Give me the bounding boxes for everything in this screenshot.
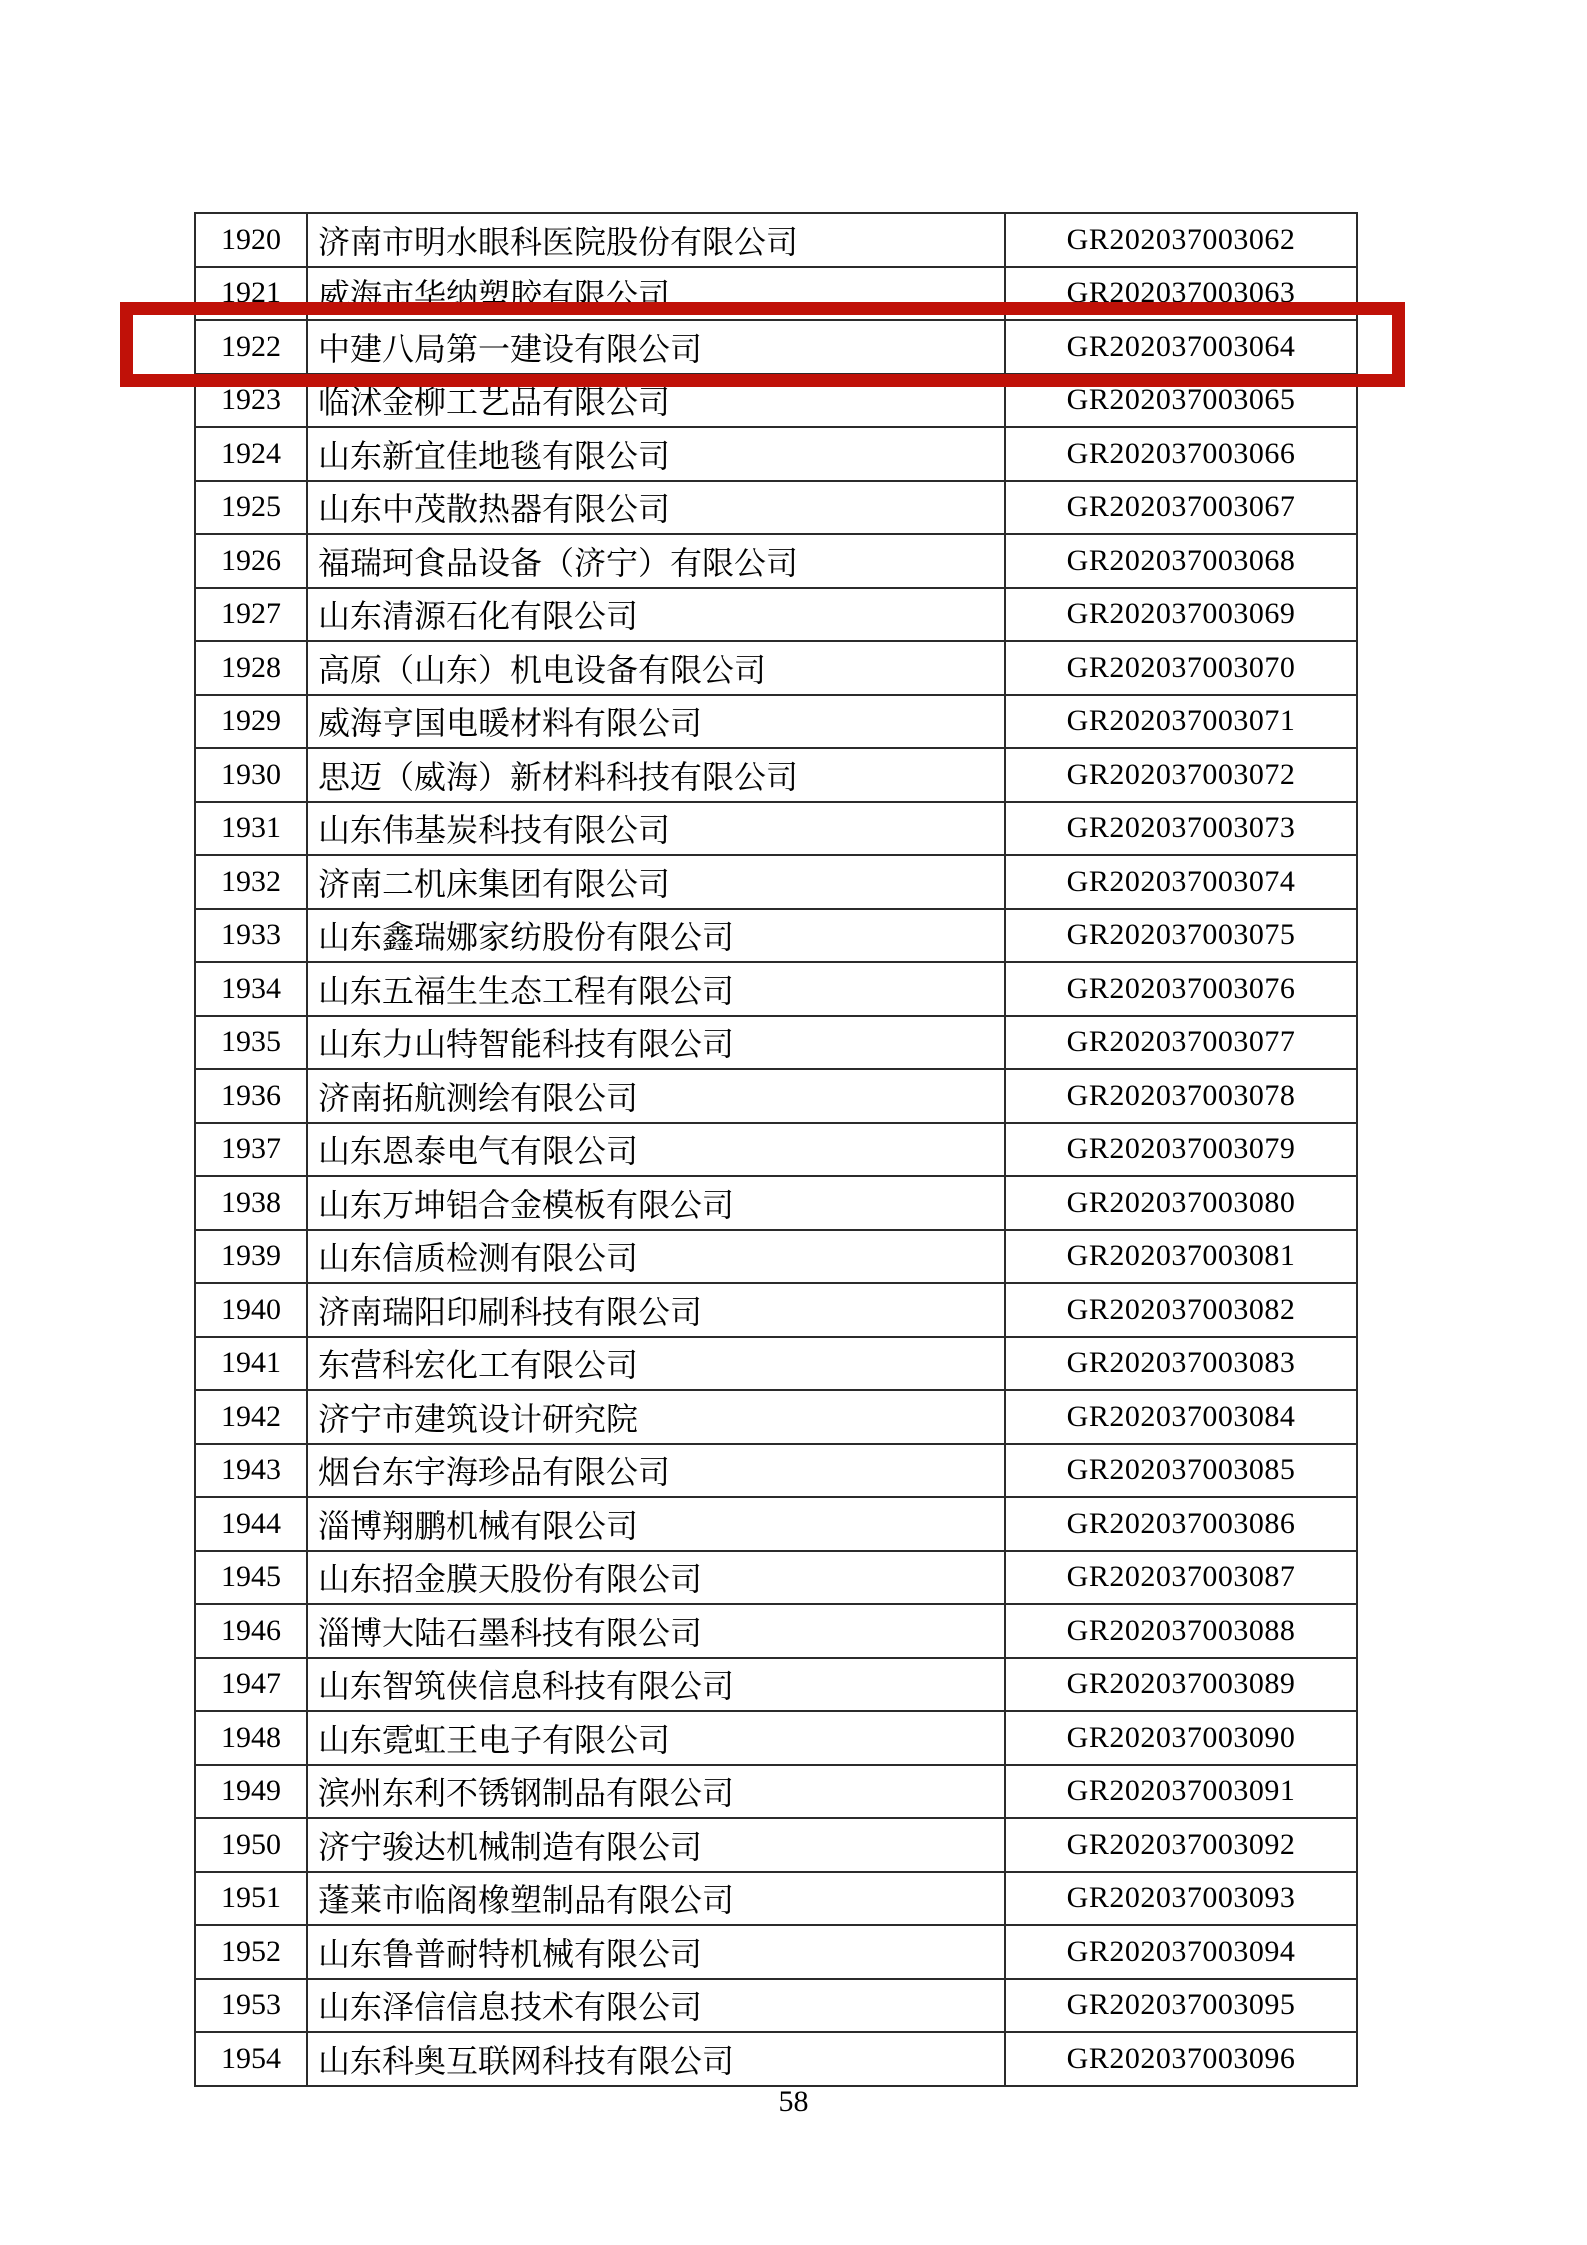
row-number: 1951 (195, 1872, 307, 1926)
row-number: 1929 (195, 695, 307, 749)
table-row (195, 695, 1357, 749)
company-name: 山东招金膜天股份有限公司 (307, 1551, 1005, 1605)
table-row (195, 1979, 1357, 2033)
company-name: 高原（山东）机电设备有限公司 (307, 641, 1005, 695)
row-number: 1954 (195, 2032, 307, 2086)
row-number: 1946 (195, 1604, 307, 1658)
row-number: 1935 (195, 1016, 307, 1070)
table-row (195, 1658, 1357, 1712)
table-row (195, 1604, 1357, 1658)
company-name: 山东霓虹王电子有限公司 (307, 1711, 1005, 1765)
row-number: 1950 (195, 1818, 307, 1872)
table-row (195, 641, 1357, 695)
company-name: 济南瑞阳印刷科技有限公司 (307, 1283, 1005, 1337)
table-row (195, 588, 1357, 642)
gr-code: GR202037003085 (1005, 1444, 1357, 1498)
company-name: 淄博翔鹏机械有限公司 (307, 1497, 1005, 1551)
row-number: 1942 (195, 1390, 307, 1444)
company-name: 思迈（威海）新材料科技有限公司 (307, 748, 1005, 802)
gr-code: GR202037003072 (1005, 748, 1357, 802)
row-number: 1923 (195, 374, 307, 428)
company-name: 山东恩泰电气有限公司 (307, 1123, 1005, 1177)
gr-code: GR202037003089 (1005, 1658, 1357, 1712)
table-row (195, 1497, 1357, 1551)
table-row (195, 427, 1357, 481)
table-row (195, 1123, 1357, 1177)
company-name: 山东科奥互联网科技有限公司 (307, 2032, 1005, 2086)
gr-code: GR202037003079 (1005, 1123, 1357, 1177)
company-name: 临沭金柳工艺品有限公司 (307, 374, 1005, 428)
row-number: 1953 (195, 1979, 307, 2033)
gr-code: GR202037003066 (1005, 427, 1357, 481)
row-number: 1943 (195, 1444, 307, 1498)
row-number: 1933 (195, 909, 307, 963)
gr-code: GR202037003083 (1005, 1337, 1357, 1391)
gr-code: GR202037003069 (1005, 588, 1357, 642)
gr-code: GR202037003095 (1005, 1979, 1357, 2033)
gr-code: GR202037003073 (1005, 802, 1357, 856)
gr-code: GR202037003076 (1005, 962, 1357, 1016)
row-number: 1945 (195, 1551, 307, 1605)
table-row (195, 1069, 1357, 1123)
company-name: 山东信质检测有限公司 (307, 1230, 1005, 1284)
page-number: 58 (778, 2085, 809, 2118)
table-row (195, 1283, 1357, 1337)
gr-code: GR202037003081 (1005, 1230, 1357, 1284)
row-number: 1931 (195, 802, 307, 856)
table-row (195, 1711, 1357, 1765)
gr-code: GR202037003090 (1005, 1711, 1357, 1765)
company-name: 山东清源石化有限公司 (307, 588, 1005, 642)
company-name: 济南拓航测绘有限公司 (307, 1069, 1005, 1123)
gr-code: GR202037003087 (1005, 1551, 1357, 1605)
company-table (194, 212, 1358, 2087)
gr-code: GR202037003080 (1005, 1176, 1357, 1230)
table-row (195, 1551, 1357, 1605)
gr-code: GR202037003082 (1005, 1283, 1357, 1337)
row-number: 1925 (195, 481, 307, 535)
row-number: 1936 (195, 1069, 307, 1123)
row-number: 1921 (195, 267, 307, 321)
row-number: 1926 (195, 534, 307, 588)
table-row (195, 534, 1357, 588)
gr-code: GR202037003074 (1005, 855, 1357, 909)
gr-code: GR202037003086 (1005, 1497, 1357, 1551)
company-name: 济宁市建筑设计研究院 (307, 1390, 1005, 1444)
gr-code: GR202037003068 (1005, 534, 1357, 588)
company-name: 山东智筑侠信息科技有限公司 (307, 1658, 1005, 1712)
gr-code: GR202037003062 (1005, 213, 1357, 267)
company-name: 山东新宜佳地毯有限公司 (307, 427, 1005, 481)
table-row (195, 1444, 1357, 1498)
company-name: 东营科宏化工有限公司 (307, 1337, 1005, 1391)
table-row (195, 213, 1357, 267)
table-row (195, 1925, 1357, 1979)
table-row (195, 1337, 1357, 1391)
gr-code: GR202037003067 (1005, 481, 1357, 535)
row-number: 1930 (195, 748, 307, 802)
row-number: 1949 (195, 1765, 307, 1819)
table-row (195, 1176, 1357, 1230)
table-row (195, 1872, 1357, 1926)
company-name: 淄博大陆石墨科技有限公司 (307, 1604, 1005, 1658)
company-name: 山东鲁普耐特机械有限公司 (307, 1925, 1005, 1979)
table-row (195, 748, 1357, 802)
gr-code: GR202037003092 (1005, 1818, 1357, 1872)
gr-code: GR202037003093 (1005, 1872, 1357, 1926)
gr-code: GR202037003064 (1005, 320, 1357, 374)
table-row (195, 855, 1357, 909)
row-number: 1939 (195, 1230, 307, 1284)
table-row (195, 1390, 1357, 1444)
table-row (195, 481, 1357, 535)
row-number: 1928 (195, 641, 307, 695)
company-name: 烟台东宇海珍品有限公司 (307, 1444, 1005, 1498)
table-row (195, 374, 1357, 428)
table-row (195, 1818, 1357, 1872)
company-name: 济南二机床集团有限公司 (307, 855, 1005, 909)
company-name: 威海亨国电暖材料有限公司 (307, 695, 1005, 749)
row-number: 1947 (195, 1658, 307, 1712)
company-name: 山东泽信信息技术有限公司 (307, 1979, 1005, 2033)
gr-code: GR202037003078 (1005, 1069, 1357, 1123)
row-number: 1952 (195, 1925, 307, 1979)
table-row (195, 1765, 1357, 1819)
table-row (195, 2032, 1357, 2086)
row-number: 1934 (195, 962, 307, 1016)
row-number: 1938 (195, 1176, 307, 1230)
table-row (195, 1016, 1357, 1070)
company-name: 山东力山特智能科技有限公司 (307, 1016, 1005, 1070)
row-number: 1927 (195, 588, 307, 642)
table-row (195, 1230, 1357, 1284)
table-row (195, 320, 1357, 374)
gr-code: GR202037003070 (1005, 641, 1357, 695)
row-number: 1932 (195, 855, 307, 909)
company-name: 山东中茂散热器有限公司 (307, 481, 1005, 535)
gr-code: GR202037003077 (1005, 1016, 1357, 1070)
gr-code: GR202037003091 (1005, 1765, 1357, 1819)
row-number: 1920 (195, 213, 307, 267)
gr-code: GR202037003065 (1005, 374, 1357, 428)
row-number: 1922 (195, 320, 307, 374)
company-name: 威海市华纳塑胶有限公司 (307, 267, 1005, 321)
gr-code: GR202037003063 (1005, 267, 1357, 321)
gr-code: GR202037003096 (1005, 2032, 1357, 2086)
table-row (195, 802, 1357, 856)
gr-code: GR202037003094 (1005, 1925, 1357, 1979)
row-number: 1937 (195, 1123, 307, 1177)
row-number: 1940 (195, 1283, 307, 1337)
table-row (195, 909, 1357, 963)
company-name: 山东鑫瑞娜家纺股份有限公司 (307, 909, 1005, 963)
row-number: 1948 (195, 1711, 307, 1765)
gr-code: GR202037003075 (1005, 909, 1357, 963)
company-name: 山东五福生生态工程有限公司 (307, 962, 1005, 1016)
company-name: 济宁骏达机械制造有限公司 (307, 1818, 1005, 1872)
company-name: 蓬莱市临阁橡塑制品有限公司 (307, 1872, 1005, 1926)
gr-code: GR202037003088 (1005, 1604, 1357, 1658)
company-name: 山东万坤铝合金模板有限公司 (307, 1176, 1005, 1230)
company-name: 中建八局第一建设有限公司 (307, 320, 1005, 374)
gr-code: GR202037003071 (1005, 695, 1357, 749)
company-table-body (195, 213, 1357, 2086)
row-number: 1941 (195, 1337, 307, 1391)
company-name: 滨州东利不锈钢制品有限公司 (307, 1765, 1005, 1819)
table-row (195, 962, 1357, 1016)
table-row (195, 267, 1357, 321)
company-name: 福瑞珂食品设备（济宁）有限公司 (307, 534, 1005, 588)
row-number: 1944 (195, 1497, 307, 1551)
company-name: 济南市明水眼科医院股份有限公司 (307, 213, 1005, 267)
company-name: 山东伟基炭科技有限公司 (307, 802, 1005, 856)
row-number: 1924 (195, 427, 307, 481)
gr-code: GR202037003084 (1005, 1390, 1357, 1444)
